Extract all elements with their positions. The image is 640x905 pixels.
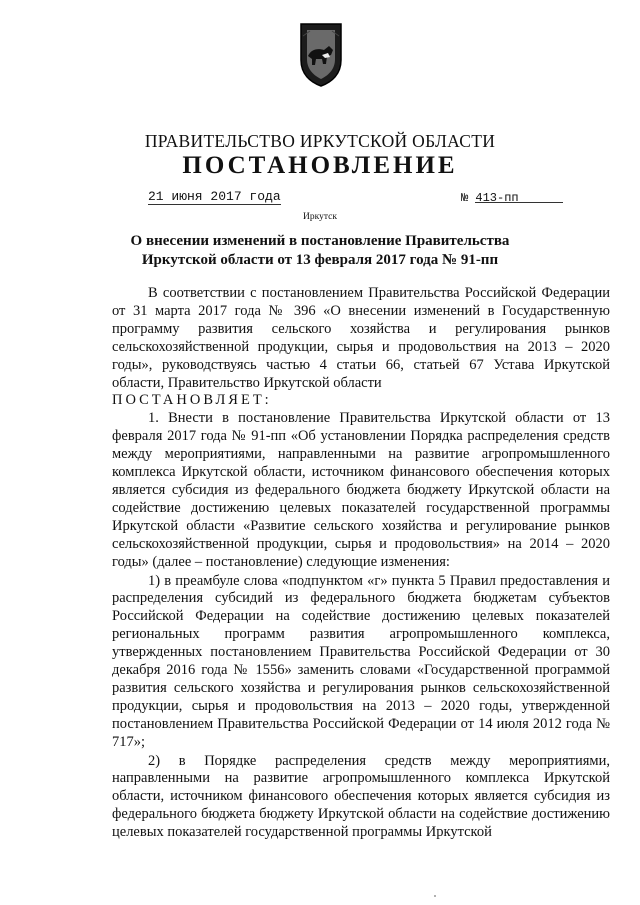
document-date — [148, 189, 281, 204]
point-1-1-paragraph: 1) в преамбуле слова «подпунктом «г» пункта 5 Правил предоставления и распределения субсидий из федерального бюджета бюджетам субъектов Российской Федерации на содействие достижению целевых показателей региональных программ развития агропромышленного комплекса, утвержденных постановлением Правительства Российской Федерации от 30 декабря 2016 года № 1556» заменить словами «Государственной программой развития сельского хозяйства и регулирования рынков сельскохозяйственной продукции, сырья и продовольствия на 2013 – 2020 годы, утвержденной постановлением Правительства Российской Федерации от 14 июля 2012 года № 717»; — [112, 572, 610, 750]
document-body — [112, 285, 610, 842]
number-underline — [475, 202, 563, 203]
point-1-2-paragraph: 2) в Порядке распределения средств между мероприятиями, направленными на развитие агропромышленного комплекса Иркутской области, источником финансового обеспечения которых является субсидия из федерального бюджета бюджету Иркутской области на содействие достижению целевых показателей государственной программы Иркутской — [112, 752, 610, 841]
document-number — [461, 191, 563, 205]
document-subject: О внесении изменений в постановление Правительства Иркутской области от 13 февраля 2017 года № 91-пп — [130, 233, 510, 268]
document-type: ПОСТАНОВЛЕНИЕ — [182, 152, 458, 179]
document-date-text: 21 июня 2017 года — [148, 189, 281, 204]
scan-speck — [434, 895, 436, 897]
point-1-paragraph: 1. Внести в постановление Правительства Иркутской области от 13 февраля 2017 года № 91-пп «Об установлении Порядка распределения средств между мероприятиями, направленными на развитие агропромышленного комплекса Иркутской области, источником финансового обеспечения которых является субсидия из федерального бюджета бюджету Иркутской области на содействие достижению целевых показателей государственной программы Иркутской области «Развитие сельского хозяйства и регулирование рынков сельскохозяйственной продукции, сырья и продовольствия» на 2014 – 2020 годы» (далее – постановление) следующие изменения: — [112, 410, 610, 570]
date-underline — [148, 204, 281, 205]
document-number-text: № 413-пп — [461, 191, 519, 205]
resolves-heading: ПОСТАНОВЛЯЕТ: — [112, 392, 272, 409]
government-name: ПРАВИТЕЛЬСТВО ИРКУТСКОЙ ОБЛАСТИ — [144, 131, 496, 151]
preamble-paragraph: В соответствии с постановлением Правительства Российской Федерации от 31 марта 2017 года № 396 «О внесении изменений в Государственную программу развития сельского хозяйства и регулирования рынков сельскохозяйственной продукции, сырья и продовольствия на 2013 – 2020 годы», руководствуясь частью 4 статьи 66, статьей 67 Устава Иркутской области, Правительство Иркутской области — [112, 285, 610, 391]
issue-city: Иркутск — [303, 212, 337, 222]
irkutsk-coat-of-arms-icon — [294, 22, 348, 88]
